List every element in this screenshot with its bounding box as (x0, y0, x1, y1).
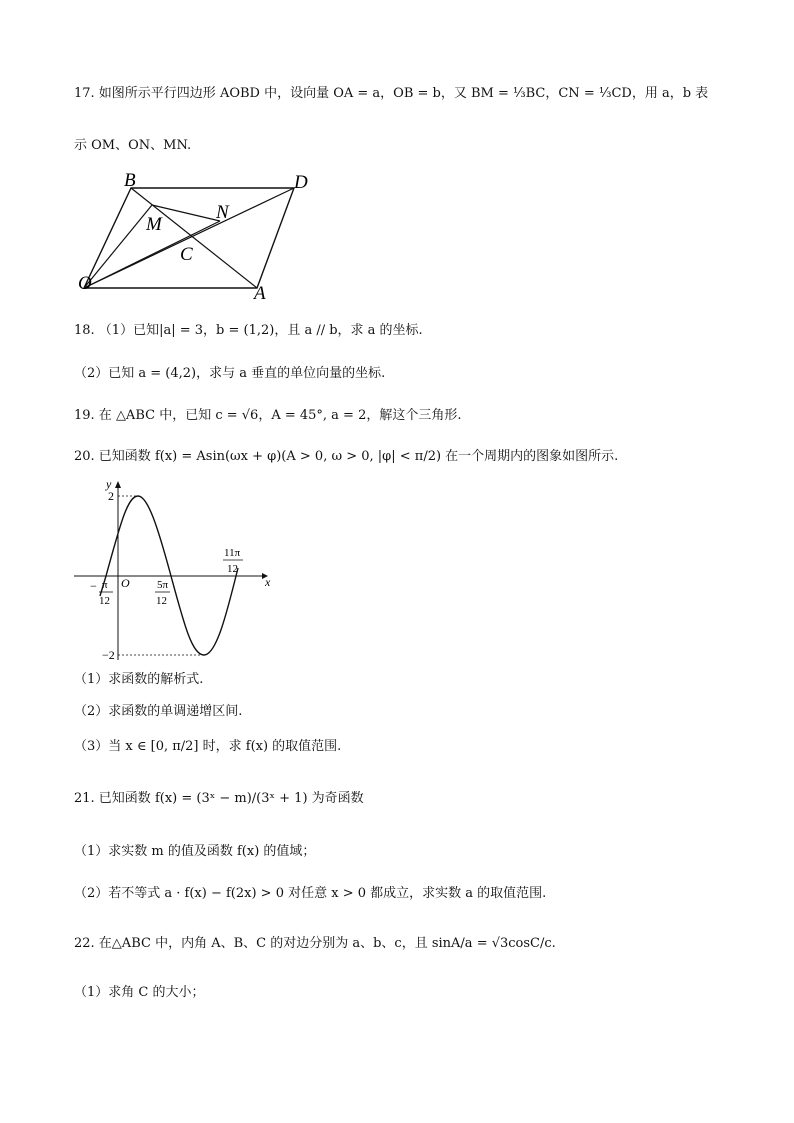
x1-numerator: π (102, 579, 108, 591)
q17-line2: 示 OM、ON、MN. (74, 138, 192, 153)
x2-numerator: 5π (157, 579, 169, 591)
q20-sub1: （1）求函数的解析式. (74, 672, 204, 687)
q17-line1: 17. 如图所示平行四边形 AOBD 中，设向量 OA = a，OB = b，又 BM = ⅓BC，CN = ⅓CD，用 a，b 表 (74, 86, 709, 101)
label-B: B (124, 170, 136, 191)
q18-part2: （2）已知 a = (4,2)，求与 a 垂直的单位向量的坐标. (74, 366, 386, 381)
sine-graph-figure (66, 476, 276, 668)
x1-denominator: 12 (99, 595, 110, 607)
x2-denominator: 12 (156, 595, 167, 607)
q20-sub2: （2）求函数的单调递增区间. (74, 704, 243, 719)
q20-sub3: （3）当 x ∈ [0, π/2] 时，求 f(x) 的取值范围. (74, 739, 342, 754)
q22-sub1: （1）求角 C 的大小； (74, 985, 205, 1000)
y-max-label: 2 (108, 489, 114, 503)
label-C: C (180, 244, 193, 265)
parallelogram-figure (74, 168, 324, 306)
q21-sub2: （2）若不等式 a · f(x) − f(2x) > 0 对任意 x > 0 都成立，求实数 a 的取值范围. (74, 886, 547, 901)
q19-text: 19. 在 △ABC 中，已知 c = √6，A = 45°, a = 2，解这个三角形. (74, 408, 462, 423)
label-D: D (294, 172, 308, 193)
x-axis-label: x (265, 575, 271, 589)
x3-numerator: 11π (224, 547, 241, 559)
q20-text: 20. 已知函数 f(x) = Asin(ωx + φ)(A > 0, ω > 0, |φ| < π/2) 在一个周期内的图象如图所示. (74, 449, 619, 464)
label-O: O (78, 273, 92, 294)
q21-text: 21. 已知函数 f(x) = (3ˣ − m)/(3ˣ + 1) 为奇函数 (74, 791, 364, 806)
origin-label: O (121, 576, 130, 590)
label-M: M (146, 214, 162, 235)
y-min-label: −2 (102, 648, 115, 662)
q22-text: 22. 在△ABC 中，内角 A、B、C 的对边分别为 a、b、c，且 sinA/a = √3cosC/c. (74, 936, 556, 951)
label-N: N (216, 202, 229, 223)
label-A: A (254, 283, 266, 304)
x3-denominator: 12 (227, 563, 238, 575)
q18-part1: 18. （1）已知|a| = 3，b = (1,2)，且 a // b，求 a 的坐标. (74, 323, 423, 338)
q21-sub1: （1）求实数 m 的值及函数 f(x) 的值域； (74, 844, 316, 859)
x1-sign: − (90, 579, 97, 593)
y-axis-label: y (106, 477, 112, 491)
